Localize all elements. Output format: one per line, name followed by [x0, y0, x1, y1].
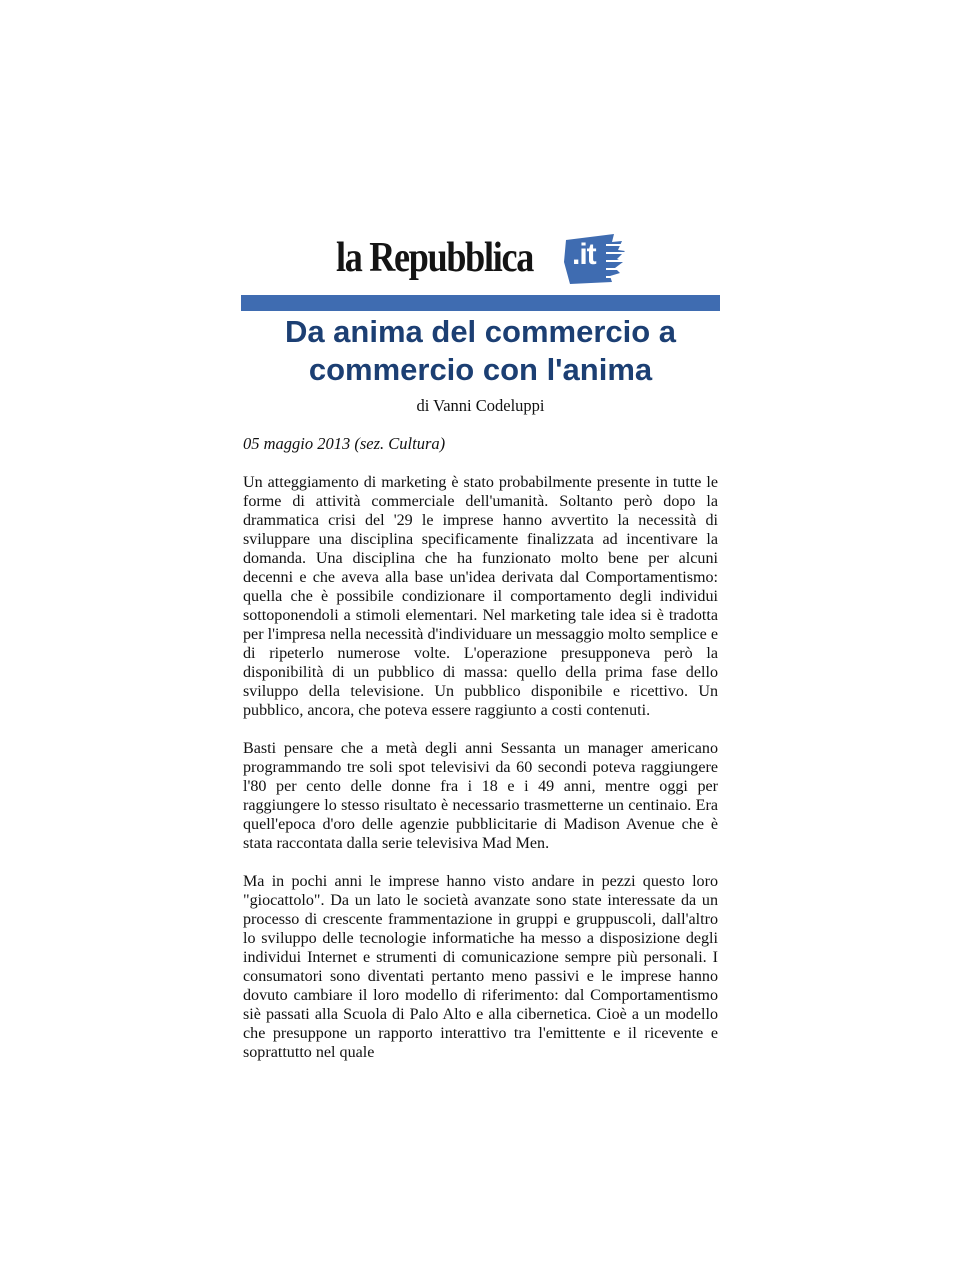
- article-byline: di Vanni Codeluppi: [416, 396, 545, 415]
- masthead-logo: [336, 228, 596, 288]
- article-paragraph: Un atteggiamento di marketing è stato probabilmente presente in tutte le forme di attività commerciale dell'umanità. Soltanto però dopo la drammatica crisi del '29 le imprese hanno avvertito la necessità di sviluppare una disciplina specificamente finalizzata ad incentivare la domanda. Una disciplina che ha funzionato molto bene per alcuni decenni e che aveva alla base un'idea derivata dal Comportamentismo: quella che è possibile condizionare il comportamento degli individui sottoponendoli a stimoli elementari. Nel marketing tale idea si è tradotta per l'impresa nella necessità d'individuare un messaggio molto semplice e di ripeterlo numerose volte. L'operazione presupponeva però la disponibilità di un pubblico di massa: quello della prima fase dello sviluppo della televisione. Un pubblico disponibile e ricettivo. Un pubblico, ancora, che poteva essere raggiunto a costi contenuti.: [243, 474, 718, 719]
- article-paragraph: Basti pensare che a metà degli anni Sessanta un manager americano programmando tre soli spot televisivi da 60 secondi poteva raggiungere l'80 per cento delle donne fra i 18 e i 49 anni, mentre oggi per raggiungere lo stesso risultato è necessario trasmetterne un centinaio. Era quell'epoca d'oro delle agenzie pubblicitarie di Madison Avenue che è stata raccontata dalla serie televisiva Mad Men.: [243, 740, 718, 852]
- masthead-suffix: .it: [572, 238, 596, 271]
- article-title: Da anima del commercio a commercio con l'anima: [284, 314, 677, 387]
- masthead-name: la Repubblica: [336, 235, 533, 281]
- article-dateline: 05 maggio 2013 (sez. Cultura): [243, 434, 446, 453]
- masthead-badge: [562, 232, 626, 286]
- article-body: [243, 473, 718, 1081]
- header-divider-bar: [241, 295, 720, 311]
- article-paragraph: Ma in pochi anni le imprese hanno visto andare in pezzi questo loro "giocattolo". Da un lato le società avanzate sono state interessate da un processo di crescente frammentazione in gruppi e gruppuscoli, dall'altro lo sviluppo delle tecnologie informatiche ha messo a disposizione degli individui Internet e strumenti di comunicazione sempre più personali. I consumatori sono diventati pertanto meno passivi e le imprese hanno dovuto cambiare il loro modello di riferimento: dal Comportamentismo siè passati alla Scuola di Palo Alto e alla cibernetica. Cioè a un modello che presuppone un rapporto interattivo tra l'emittente e il ricevente e soprattutto nel quale: [243, 873, 718, 1061]
